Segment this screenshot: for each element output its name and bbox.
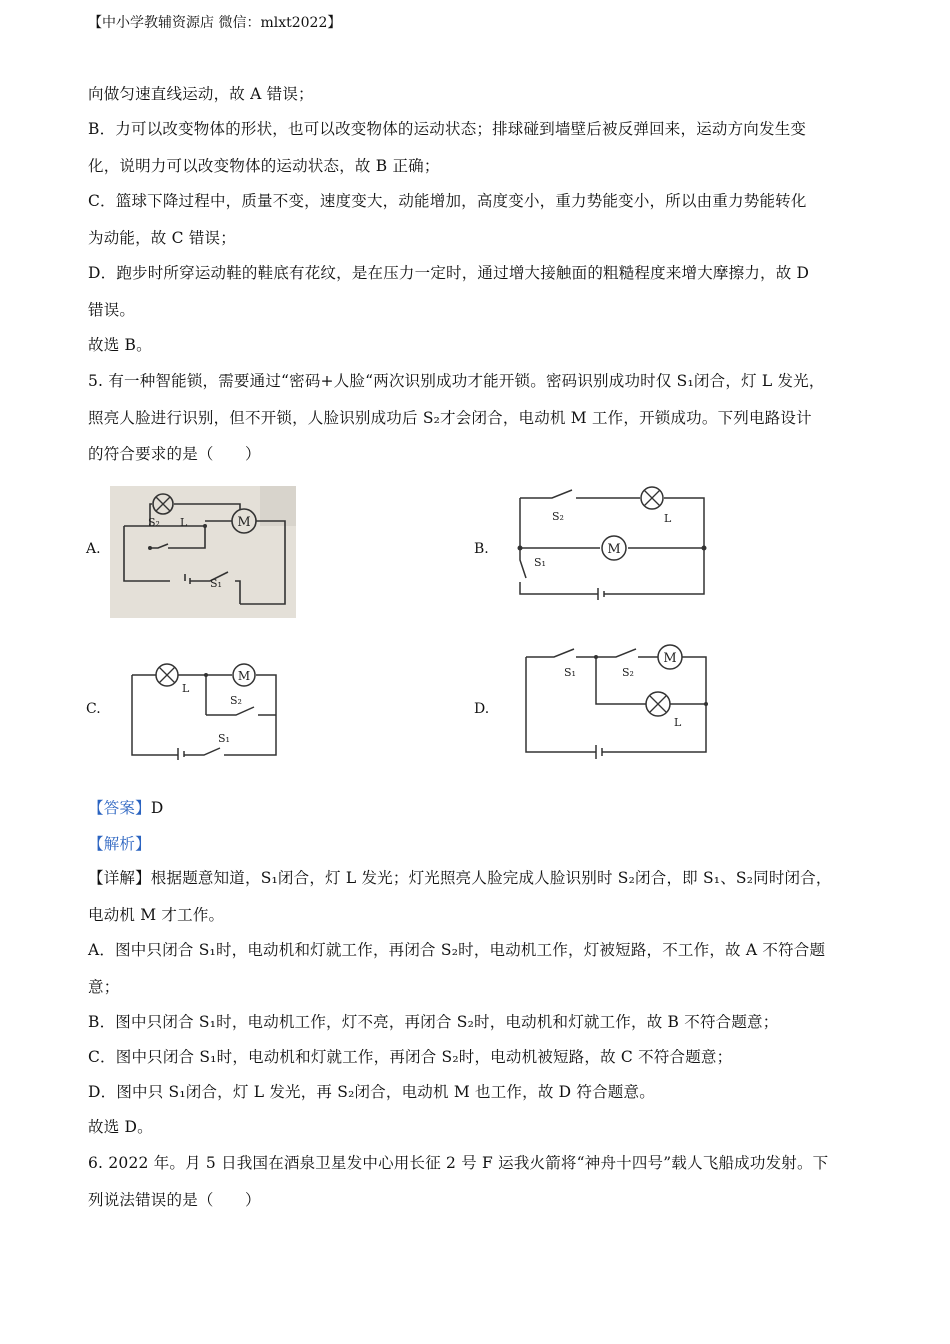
circuit-diagram-a <box>110 486 296 618</box>
switch-s2-label: S₂ <box>230 694 242 707</box>
text-line: 为动能，故 C 错误； <box>88 229 236 247</box>
detail-line: C．图中只闭合 S₁时，电动机和灯就工作，再闭合 S₂时，电动机被短路，故 C 不符合题意； <box>88 1048 733 1066</box>
switch-s2-label: S₂ <box>148 516 160 529</box>
question-5-stem: 5. 有一种智能锁，需要通过“密码+人脸“两次识别成功才能开锁。密码识别成功时仅 S₁闭合，灯 L 发光， <box>88 372 825 390</box>
option-d-label: D. <box>474 701 490 717</box>
switch-s2-label: S₂ <box>552 510 564 523</box>
svg-text:M: M <box>607 542 621 557</box>
switch-s1-label: S₁ <box>218 732 230 745</box>
circuit-diagram-d <box>518 644 714 760</box>
text-line: B．力可以改变物体的形状，也可以改变物体的运动状态；排球碰到墙壁后被反弹回来，运动方向发生变 <box>88 120 807 138</box>
circuit-diagram-c <box>124 660 284 760</box>
detail-line: 故选 D。 <box>88 1118 153 1136</box>
detail-line: 意； <box>88 978 120 996</box>
text-line: 故选 B。 <box>88 336 152 354</box>
detail-line: B．图中只闭合 S₁时，电动机工作，灯不亮，再闭合 S₂时，电动机和灯就工作，故 B 不符合题意； <box>88 1013 779 1031</box>
motor-m-icon <box>233 664 255 686</box>
analysis-label: 【解析】 <box>88 835 151 853</box>
text-line: C．篮球下降过程中，质量不变，速度变大，动能增加，高度变小，重力势能变小，所以由重力势能转化 <box>88 192 807 210</box>
svg-text:M: M <box>237 669 251 683</box>
detail-line: D．图中只 S₁闭合，灯 L 发光，再 S₂闭合，电动机 M 也工作，故 D 符合题意。 <box>88 1083 655 1101</box>
lamp-l-icon <box>641 487 663 509</box>
switch-s1-label: S₁ <box>210 577 222 590</box>
detail-line: 电动机 M 才工作。 <box>88 906 225 924</box>
text-line: D．跑步时所穿运动鞋的鞋底有花纹，是在压力一定时，通过增大接触面的粗糙程度来增大摩擦力，故 D <box>88 264 810 282</box>
text-line: 向做匀速直线运动，故 A 错误； <box>88 85 314 103</box>
question-6-stem: 6. 2022 年。月 5 日我国在酒泉卫星发中心用长征 2 号 F 运我火箭将“神舟十四号”载人飞船成功发射。下 <box>88 1154 829 1172</box>
motor-m-icon <box>658 645 682 669</box>
answer-label: 【答案】 <box>88 799 151 817</box>
page-header: 【中小学教辅资源店 微信：mlxt2022】 <box>88 15 342 31</box>
detail-line: 【详解】根据题意知道，S₁闭合，灯 L 发光；灯光照亮人脸完成人脸识别时 S₂闭合，即 S₁、S₂同时闭合， <box>88 869 832 887</box>
question-6-stem: 列说法错误的是（ ） <box>88 1191 261 1209</box>
option-b-label: B. <box>474 541 489 557</box>
option-a-label: A. <box>86 541 101 557</box>
motor-m-icon <box>232 509 256 533</box>
lamp-l-label: L <box>182 682 190 695</box>
lamp-l-icon <box>156 664 178 686</box>
motor-m-icon <box>602 536 626 560</box>
switch-s1-label: S₁ <box>534 556 546 569</box>
svg-text:M: M <box>237 515 251 530</box>
switch-s2-label: S₂ <box>622 666 634 679</box>
lamp-l-label: L <box>664 512 672 525</box>
lamp-l-label: L <box>674 716 682 729</box>
circuit-diagram-b <box>512 486 708 618</box>
text-line: 化，说明力可以改变物体的运动状态，故 B 正确； <box>88 157 440 175</box>
svg-text:M: M <box>663 651 677 666</box>
lamp-l-icon <box>646 692 670 716</box>
detail-line: A．图中只闭合 S₁时，电动机和灯就工作，再闭合 S₂时，电动机工作，灯被短路，不工作，故 A 不符合题 <box>88 941 826 959</box>
option-c-label: C. <box>86 701 101 717</box>
text-line: 错误。 <box>88 301 136 319</box>
switch-s1-label: S₁ <box>564 666 576 679</box>
question-5-stem: 照亮人脸进行识别，但不开锁，人脸识别成功后 S₂才会闭合，电动机 M 工作，开锁成功。下列电路设计 <box>88 409 812 427</box>
answer-line <box>88 796 163 818</box>
answer-value: D <box>150 799 164 817</box>
question-5-stem: 的符合要求的是（ ） <box>88 445 261 463</box>
lamp-l-label: L <box>180 516 188 529</box>
